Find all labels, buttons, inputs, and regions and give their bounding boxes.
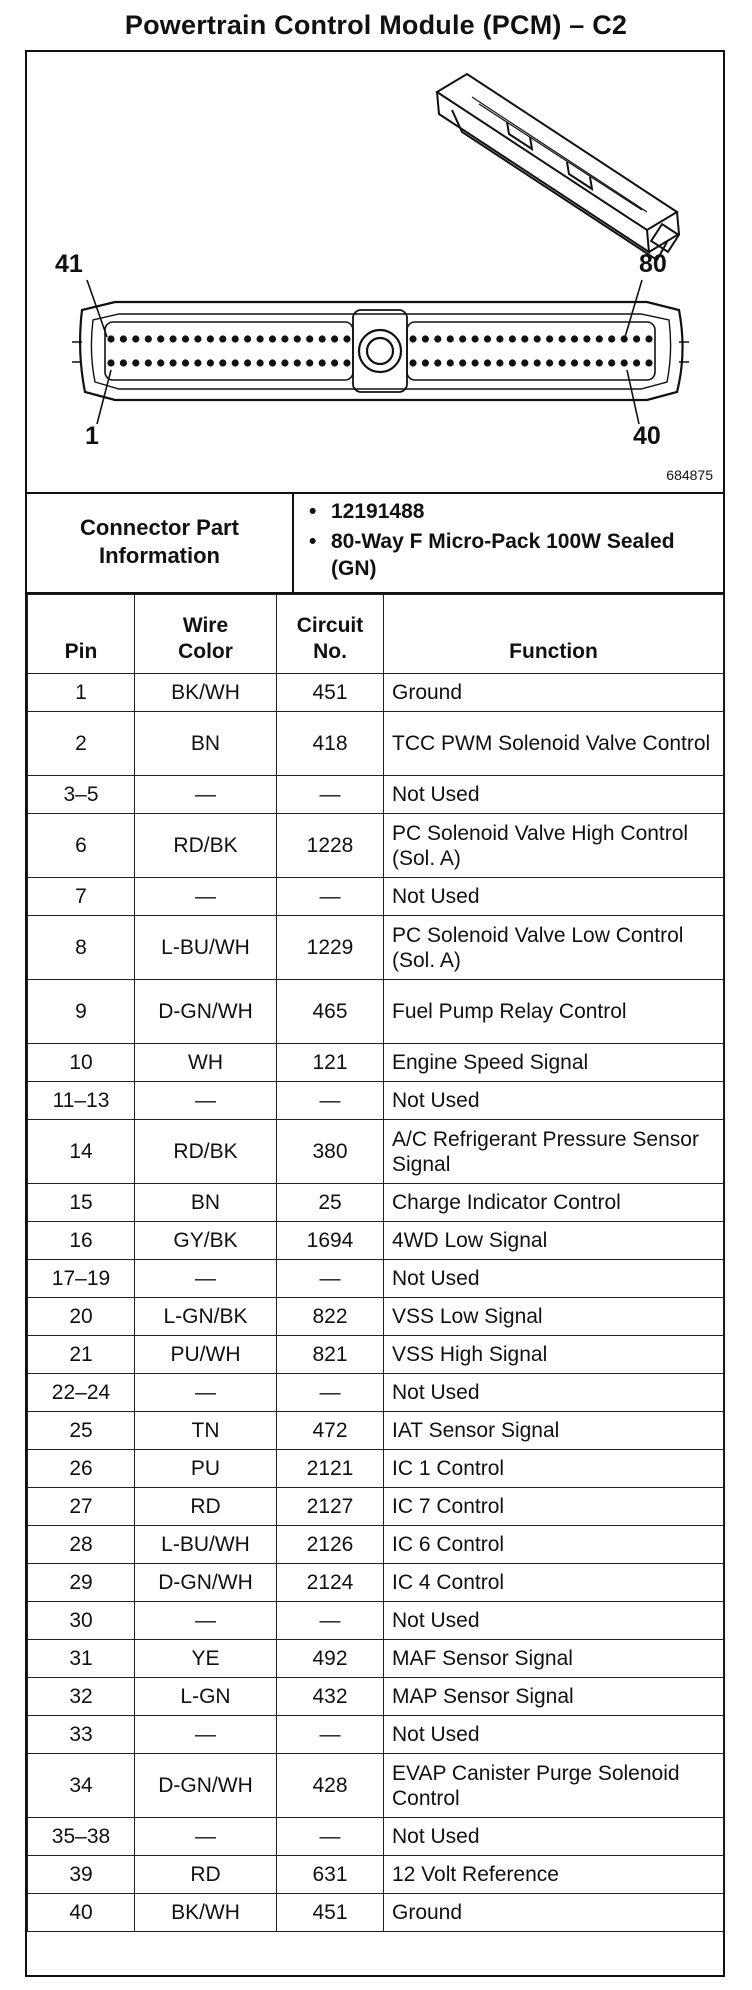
pin-cavity bbox=[120, 359, 127, 366]
pin-cavity bbox=[496, 335, 503, 342]
cell-pin: 8 bbox=[28, 916, 135, 980]
cell-pin: 30 bbox=[28, 1602, 135, 1640]
cell-wire-color: BN bbox=[135, 1184, 277, 1222]
cell-pin: 33 bbox=[28, 1716, 135, 1754]
pin-cavity bbox=[257, 359, 264, 366]
cell-circuit-no: 465 bbox=[277, 980, 384, 1044]
pin-cavity bbox=[534, 359, 541, 366]
pin-cavity bbox=[232, 359, 239, 366]
cell-pin: 3–5 bbox=[28, 776, 135, 814]
cell-wire-color: RD bbox=[135, 1856, 277, 1894]
pin-cavity bbox=[571, 335, 578, 342]
cell-wire-color: D-GN/WH bbox=[135, 980, 277, 1044]
cell-function: Not Used bbox=[384, 1818, 724, 1856]
pin-cavity bbox=[257, 335, 264, 342]
cell-pin: 17–19 bbox=[28, 1260, 135, 1298]
cell-wire-color: TN bbox=[135, 1412, 277, 1450]
pin-cavity bbox=[232, 335, 239, 342]
cell-circuit-no: 418 bbox=[277, 712, 384, 776]
cell-circuit-no: — bbox=[277, 1082, 384, 1120]
cell-function: IC 1 Control bbox=[384, 1450, 724, 1488]
cell-function: EVAP Canister Purge Solenoid Control bbox=[384, 1754, 724, 1818]
pin-cavity bbox=[409, 359, 416, 366]
cell-circuit-no: 432 bbox=[277, 1678, 384, 1716]
table-row bbox=[28, 980, 724, 1044]
cell-circuit-no: 380 bbox=[277, 1120, 384, 1184]
header-circuit-line1: Circuit bbox=[296, 614, 364, 637]
header-function bbox=[384, 595, 724, 674]
table-header-row bbox=[28, 595, 724, 674]
cell-wire-color: BK/WH bbox=[135, 1894, 277, 1932]
cell-function: IC 7 Control bbox=[384, 1488, 724, 1526]
cell-function: Ground bbox=[384, 1894, 724, 1932]
pin-cavity bbox=[157, 335, 164, 342]
cell-function: 12 Volt Reference bbox=[384, 1856, 724, 1894]
cell-pin: 35–38 bbox=[28, 1818, 135, 1856]
pin-cavity bbox=[107, 335, 114, 342]
pin-cavity bbox=[472, 335, 479, 342]
pin-cavity bbox=[496, 359, 503, 366]
cell-function: TCC PWM Solenoid Valve Control bbox=[384, 712, 724, 776]
pin-cavity bbox=[145, 359, 152, 366]
header-function-label: Function bbox=[509, 640, 598, 663]
table-row bbox=[28, 1526, 724, 1564]
cell-circuit-no: 451 bbox=[277, 674, 384, 712]
cell-function: Engine Speed Signal bbox=[384, 1044, 724, 1082]
cell-circuit-no: — bbox=[277, 1818, 384, 1856]
pin-cavity bbox=[434, 359, 441, 366]
pin-cavity bbox=[269, 335, 276, 342]
pinout-table bbox=[27, 594, 724, 1932]
cell-pin: 6 bbox=[28, 814, 135, 878]
table-row bbox=[28, 1222, 724, 1260]
pin-cavity bbox=[170, 359, 177, 366]
pin-cavity bbox=[145, 335, 152, 342]
cell-wire-color: RD bbox=[135, 1488, 277, 1526]
cell-pin: 15 bbox=[28, 1184, 135, 1222]
table-row bbox=[28, 674, 724, 712]
cell-circuit-no: 25 bbox=[277, 1184, 384, 1222]
connector-info-item bbox=[309, 528, 709, 582]
cell-pin: 34 bbox=[28, 1754, 135, 1818]
cell-wire-color: BK/WH bbox=[135, 674, 277, 712]
table-row bbox=[28, 1374, 724, 1412]
connector-info-label-line2: Information bbox=[99, 543, 220, 568]
cell-circuit-no: — bbox=[277, 1716, 384, 1754]
cell-pin: 9 bbox=[28, 980, 135, 1044]
pin-cavity bbox=[281, 359, 288, 366]
pin-cavity bbox=[459, 335, 466, 342]
pin-cavity bbox=[306, 335, 313, 342]
table-row bbox=[28, 1184, 724, 1222]
cell-pin: 21 bbox=[28, 1336, 135, 1374]
pin-cavity bbox=[269, 359, 276, 366]
cell-function: Not Used bbox=[384, 878, 724, 916]
pin-cavity bbox=[343, 335, 350, 342]
cell-function: IC 6 Control bbox=[384, 1526, 724, 1564]
pin-cavity bbox=[207, 335, 214, 342]
pin-cavity bbox=[583, 335, 590, 342]
cell-wire-color: L-GN bbox=[135, 1678, 277, 1716]
cell-function: Not Used bbox=[384, 776, 724, 814]
pin-cavity bbox=[645, 335, 652, 342]
cell-pin: 32 bbox=[28, 1678, 135, 1716]
pin-cavity bbox=[306, 359, 313, 366]
cell-function: Not Used bbox=[384, 1602, 724, 1640]
cell-circuit-no: 428 bbox=[277, 1754, 384, 1818]
pin-cavities bbox=[107, 335, 652, 366]
cell-pin: 14 bbox=[28, 1120, 135, 1184]
header-circuit-no bbox=[277, 595, 384, 674]
cell-pin: 16 bbox=[28, 1222, 135, 1260]
pin-cavity bbox=[633, 359, 640, 366]
table-row bbox=[28, 1336, 724, 1374]
pin-cavity bbox=[244, 335, 251, 342]
cell-pin: 28 bbox=[28, 1526, 135, 1564]
cell-circuit-no: — bbox=[277, 776, 384, 814]
cell-circuit-no: 472 bbox=[277, 1412, 384, 1450]
cell-circuit-no: 1694 bbox=[277, 1222, 384, 1260]
cell-wire-color: GY/BK bbox=[135, 1222, 277, 1260]
cell-pin: 20 bbox=[28, 1298, 135, 1336]
cell-pin: 11–13 bbox=[28, 1082, 135, 1120]
table-row bbox=[28, 1678, 724, 1716]
table-row bbox=[28, 1450, 724, 1488]
table-row bbox=[28, 1488, 724, 1526]
table-row bbox=[28, 1120, 724, 1184]
pin-cavity bbox=[207, 359, 214, 366]
cell-function: PC Solenoid Valve High Control (Sol. A) bbox=[384, 814, 724, 878]
connector-face bbox=[72, 302, 689, 400]
pin-cavity bbox=[596, 359, 603, 366]
table-row bbox=[28, 1716, 724, 1754]
pin-cavity bbox=[645, 359, 652, 366]
cell-pin: 7 bbox=[28, 878, 135, 916]
pin-cavity bbox=[633, 335, 640, 342]
connector-info-item bbox=[309, 498, 709, 525]
pin-cavity bbox=[447, 335, 454, 342]
pin-cavity bbox=[422, 335, 429, 342]
cell-pin: 25 bbox=[28, 1412, 135, 1450]
cell-pin: 2 bbox=[28, 712, 135, 776]
table-row bbox=[28, 776, 724, 814]
cell-pin: 1 bbox=[28, 674, 135, 712]
cell-pin: 39 bbox=[28, 1856, 135, 1894]
table-row bbox=[28, 1602, 724, 1640]
pin-cavity bbox=[182, 359, 189, 366]
cell-wire-color: D-GN/WH bbox=[135, 1754, 277, 1818]
pin-cavity bbox=[331, 359, 338, 366]
cell-wire-color: PU bbox=[135, 1450, 277, 1488]
header-pin bbox=[28, 595, 135, 674]
table-row bbox=[28, 814, 724, 878]
pin-cavity bbox=[583, 359, 590, 366]
table-row bbox=[28, 1412, 724, 1450]
pin-cavity bbox=[294, 359, 301, 366]
header-pin-label: Pin bbox=[64, 640, 98, 663]
table-row bbox=[28, 712, 724, 776]
table-row bbox=[28, 1856, 724, 1894]
pin-cavity bbox=[281, 335, 288, 342]
pin-cavity bbox=[559, 359, 566, 366]
bullet-icon: • bbox=[309, 500, 317, 523]
cell-wire-color: YE bbox=[135, 1640, 277, 1678]
pin-cavity bbox=[571, 359, 578, 366]
cell-wire-color: — bbox=[135, 776, 277, 814]
cell-function: MAP Sensor Signal bbox=[384, 1678, 724, 1716]
cell-function: Fuel Pump Relay Control bbox=[384, 980, 724, 1044]
pin-cavity bbox=[621, 335, 628, 342]
pin-cavity bbox=[484, 359, 491, 366]
pin-cavity bbox=[319, 359, 326, 366]
table-row bbox=[28, 1260, 724, 1298]
pin-cavity bbox=[157, 359, 164, 366]
pin-cavity bbox=[447, 359, 454, 366]
pin-cavity bbox=[244, 359, 251, 366]
pin-cavity bbox=[170, 335, 177, 342]
cell-function: Not Used bbox=[384, 1716, 724, 1754]
pin-cavity bbox=[409, 335, 416, 342]
table-row bbox=[28, 1044, 724, 1082]
table-row bbox=[28, 1298, 724, 1336]
figure-number: 684875 bbox=[666, 467, 713, 483]
cell-wire-color: — bbox=[135, 1602, 277, 1640]
cell-pin: 27 bbox=[28, 1488, 135, 1526]
cell-function: Charge Indicator Control bbox=[384, 1184, 724, 1222]
pin-cavity bbox=[182, 335, 189, 342]
connector-sheet bbox=[25, 50, 725, 1977]
cell-wire-color: L-GN/BK bbox=[135, 1298, 277, 1336]
cell-circuit-no: 2121 bbox=[277, 1450, 384, 1488]
table-row bbox=[28, 1894, 724, 1932]
cell-wire-color: — bbox=[135, 1716, 277, 1754]
cell-function: IC 4 Control bbox=[384, 1564, 724, 1602]
cell-function: VSS Low Signal bbox=[384, 1298, 724, 1336]
cell-wire-color: RD/BK bbox=[135, 814, 277, 878]
cell-circuit-no: — bbox=[277, 1602, 384, 1640]
cell-function: Not Used bbox=[384, 1082, 724, 1120]
pin-cavity bbox=[132, 359, 139, 366]
table-row bbox=[28, 1082, 724, 1120]
table-row bbox=[28, 878, 724, 916]
pin-cavity bbox=[484, 335, 491, 342]
cell-function: PC Solenoid Valve Low Control (Sol. A) bbox=[384, 916, 724, 980]
pin-cavity bbox=[319, 335, 326, 342]
pin-cavity bbox=[422, 359, 429, 366]
pin-cavity bbox=[608, 335, 615, 342]
cell-function: MAF Sensor Signal bbox=[384, 1640, 724, 1678]
pin-cavity bbox=[194, 335, 201, 342]
pin-cavity bbox=[596, 335, 603, 342]
cell-wire-color: BN bbox=[135, 712, 277, 776]
cell-circuit-no: — bbox=[277, 1374, 384, 1412]
cell-pin: 29 bbox=[28, 1564, 135, 1602]
pin-label-41: 41 bbox=[55, 250, 83, 278]
connector-part-info bbox=[27, 492, 723, 594]
cell-circuit-no: 631 bbox=[277, 1856, 384, 1894]
pin-cavity bbox=[509, 335, 516, 342]
pin-label-1: 1 bbox=[85, 422, 99, 450]
pin-cavity bbox=[621, 359, 628, 366]
cell-function: Ground bbox=[384, 674, 724, 712]
connector-diagram bbox=[27, 52, 723, 494]
cell-circuit-no: 451 bbox=[277, 1894, 384, 1932]
cell-wire-color: — bbox=[135, 878, 277, 916]
table-row bbox=[28, 1640, 724, 1678]
cell-circuit-no: 121 bbox=[277, 1044, 384, 1082]
cell-wire-color: — bbox=[135, 1082, 277, 1120]
cell-wire-color: RD/BK bbox=[135, 1120, 277, 1184]
pin-cavity bbox=[521, 335, 528, 342]
cell-function: IAT Sensor Signal bbox=[384, 1412, 724, 1450]
cell-function: VSS High Signal bbox=[384, 1336, 724, 1374]
cell-pin: 31 bbox=[28, 1640, 135, 1678]
header-circuit-line2: No. bbox=[313, 640, 347, 663]
pin-cavity bbox=[521, 359, 528, 366]
pin-cavity bbox=[343, 359, 350, 366]
pin-cavity bbox=[559, 335, 566, 342]
pin-cavity bbox=[120, 335, 127, 342]
table-row bbox=[28, 916, 724, 980]
pin-cavity bbox=[608, 359, 615, 366]
cell-function: 4WD Low Signal bbox=[384, 1222, 724, 1260]
cell-circuit-no: — bbox=[277, 1260, 384, 1298]
pin-cavity bbox=[219, 335, 226, 342]
pin-cavity bbox=[219, 359, 226, 366]
connector-info-label-line1: Connector Part bbox=[80, 515, 239, 540]
cell-function: Not Used bbox=[384, 1374, 724, 1412]
connector-description: 80-Way F Micro-Pack 100W Sealed (GN) bbox=[331, 530, 675, 580]
cell-circuit-no: 821 bbox=[277, 1336, 384, 1374]
cell-wire-color: L-BU/WH bbox=[135, 1526, 277, 1564]
pin-cavity bbox=[294, 335, 301, 342]
pin-cavity bbox=[194, 359, 201, 366]
cell-pin: 22–24 bbox=[28, 1374, 135, 1412]
pin-cavity bbox=[509, 359, 516, 366]
cell-wire-color: — bbox=[135, 1374, 277, 1412]
header-wire-color-line2: Color bbox=[178, 640, 233, 663]
table-row bbox=[28, 1564, 724, 1602]
cell-function: Not Used bbox=[384, 1260, 724, 1298]
cell-wire-color: PU/WH bbox=[135, 1336, 277, 1374]
header-wire-color bbox=[135, 595, 277, 674]
cell-circuit-no: 492 bbox=[277, 1640, 384, 1678]
cell-pin: 26 bbox=[28, 1450, 135, 1488]
pin-cavity bbox=[459, 359, 466, 366]
connector-info-values bbox=[309, 498, 709, 585]
table-row bbox=[28, 1754, 724, 1818]
cell-wire-color: WH bbox=[135, 1044, 277, 1082]
pin-label-40: 40 bbox=[633, 422, 661, 450]
pin-cavity bbox=[434, 335, 441, 342]
cell-wire-color: L-BU/WH bbox=[135, 916, 277, 980]
cell-circuit-no: 1229 bbox=[277, 916, 384, 980]
pin-cavity bbox=[472, 359, 479, 366]
pin-cavity bbox=[331, 335, 338, 342]
cell-circuit-no: — bbox=[277, 878, 384, 916]
cell-circuit-no: 1228 bbox=[277, 814, 384, 878]
table-row bbox=[28, 1818, 724, 1856]
part-number: 12191488 bbox=[331, 500, 425, 523]
header-wire-color-line1: Wire bbox=[182, 614, 229, 637]
bullet-icon: • bbox=[309, 530, 317, 553]
pin-cavity bbox=[132, 335, 139, 342]
pin-label-80: 80 bbox=[639, 250, 667, 278]
cell-circuit-no: 2126 bbox=[277, 1526, 384, 1564]
page-title: Powertrain Control Module (PCM) – C2 bbox=[124, 10, 628, 40]
pin-cavity bbox=[546, 359, 553, 366]
cell-wire-color: D-GN/WH bbox=[135, 1564, 277, 1602]
connector-illustration bbox=[27, 52, 723, 492]
cell-function: A/C Refrigerant Pressure Sensor Signal bbox=[384, 1120, 724, 1184]
connector-info-label bbox=[27, 492, 294, 592]
pin-cavity bbox=[546, 335, 553, 342]
connector-3d-sketch bbox=[437, 74, 679, 260]
cell-circuit-no: 822 bbox=[277, 1298, 384, 1336]
cell-wire-color: — bbox=[135, 1260, 277, 1298]
cell-pin: 10 bbox=[28, 1044, 135, 1082]
cell-circuit-no: 2124 bbox=[277, 1564, 384, 1602]
cell-circuit-no: 2127 bbox=[277, 1488, 384, 1526]
cell-wire-color: — bbox=[135, 1818, 277, 1856]
cell-pin: 40 bbox=[28, 1894, 135, 1932]
pin-cavity bbox=[107, 359, 114, 366]
pin-cavity bbox=[534, 335, 541, 342]
